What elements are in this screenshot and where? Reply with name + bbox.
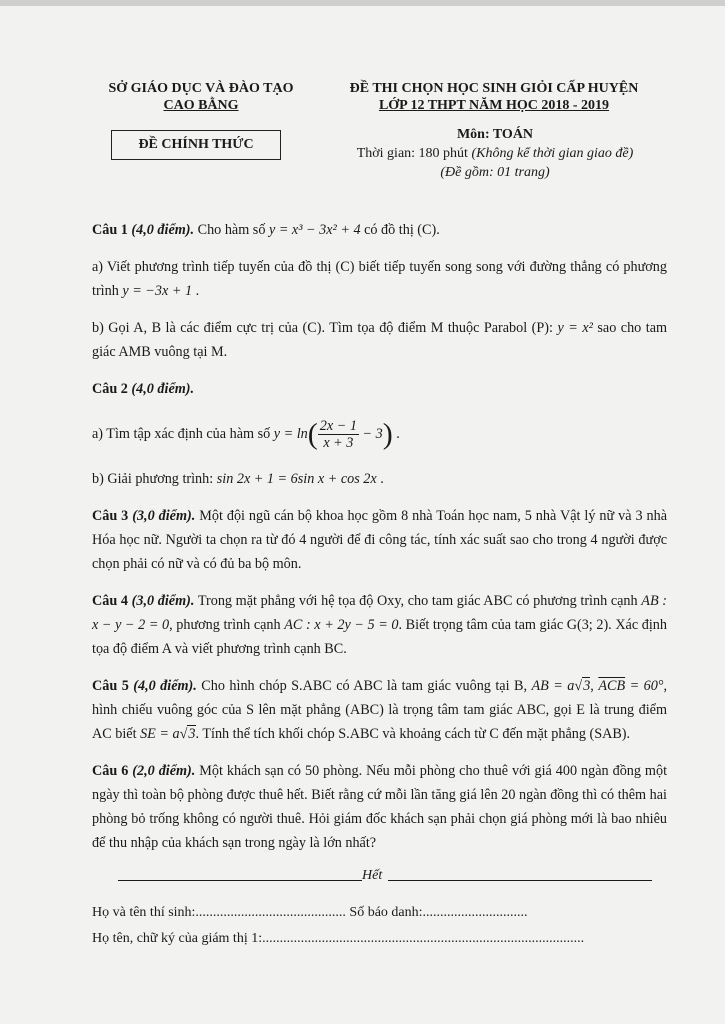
subject-info [330,125,660,182]
q4-text2: , phương trình cạnh [169,617,281,633]
question-4 [92,589,667,661]
exam-grade-year: LỚP 12 THPT NĂM HỌC 2018 - 2019 [378,98,610,113]
q4-text1: Trong mặt phẳng với hệ tọa độ Oxy, cho tam giác ABC có phương trình cạnh [197,593,638,609]
question-2b: b) Giải phương trình: sin 2x + 1 = 6sin x + cos 2x . [92,471,384,487]
q5-ab-root: 3 [583,678,591,694]
exam-questions [92,218,667,868]
q2a-lhs: y = ln [273,426,308,442]
q5-se-lhs: SE = a [140,726,180,742]
exam-title: ĐỀ THI CHỌN HỌC SINH GIỎI CẤP HUYỆN [349,81,639,96]
q5-text3: . Tính thể tích khối chóp S.ABC và khoảng cách từ C đến mặt phẳng (SAB). [195,726,631,742]
time-note: (Không kể thời gian giao đề) [471,146,634,161]
q5-angle-value: = 60° [629,678,664,694]
candidate-info [92,900,667,952]
q2-points: (4,0 điểm). [131,381,195,397]
department-name: SỞ GIÁO DỤC VÀ ĐÀO TẠO [108,81,294,96]
q2a-rest: − 3 [362,426,383,442]
question-1b [92,316,667,364]
end-label: Hết [362,868,383,883]
q2a-denominator: x + 3 [323,435,354,452]
q6-head: Câu 6 [92,763,129,779]
department-header [92,80,310,114]
province-name: CAO BẰNG [163,98,239,113]
subject-label: Môn: TOÁN [456,127,534,142]
q4-ab-equation: AB : x − y − 2 = 0 [92,593,668,633]
q2a-text: a) Tìm tập xác định của hàm số [92,426,271,442]
q4-head: Câu 4 [92,593,128,609]
q3-head: Câu 3 [92,508,129,524]
q1-text: Cho hàm số [197,222,266,238]
question-2a: a) Tìm tập xác định của hàm số y = ln( $\frac{2x - 1}{x + 3}$ − 3) . [92,417,400,452]
q4-text3: . Biết trọng tâm của tam giác G(3; 2). Xác định tọa độ điểm A và viết phương trình cạnh BC. [92,617,667,657]
end-rule-right [388,880,652,881]
page-count: (Đề gồm: 01 trang) [440,165,550,180]
q1a-formula: y = −3x + 1 [122,283,193,299]
q5-se-root: 3 [188,726,196,742]
q4-ac-equation: AC : x + 2y − 5 = 0 [284,617,399,633]
question-6 [92,759,667,855]
q1-head: Câu 1 [92,222,128,238]
q2-head: Câu 2 [92,381,128,397]
q5-points: (4,0 điểm). [133,678,197,694]
q5-text1: Cho hình chóp S.ABC có ABC là tam giác vuông tại B, [201,678,528,694]
question-1a: a) Viết phương trình tiếp tuyến của đồ thị (C) biết tiếp tuyến song song với đường thẳng có phương trình y = −3x + 1 . [92,259,667,299]
q1b-formula: y = x² [557,320,593,336]
q1a-text: a) Viết phương trình tiếp tuyến của đồ thị (C) biết tiếp tuyến song song với đường thẳng có phương trình [92,259,667,299]
question-5: Câu 5 (4,0 điểm). Cho hình chóp S.ABC có ABC là tam giác vuông tại B, AB = a√3, $\overline{ACB} = 60^\circ$, hình chiếu vuông góc của S lên mặt phẳng (ABC) là trọng tâm tam giác ABC, gọi E là trung điểm AC biết SE = a√3. Tính thể tích khối chóp S.ABC và khoảng cách từ C đến mặt phẳng (SAB). [92,678,668,742]
q5-text2: , hình chiếu vuông góc của S lên mặt phẳng (ABC) là trọng tâm tam giác ABC, gọi E là trung điểm AC biết [92,678,668,742]
question-1 [92,218,667,242]
q1-points: (4,0 điểm). [131,222,195,238]
q1b-text: b) Gọi A, B là các điểm cực trị của (C). Tìm tọa độ điểm M thuộc Parabol (P): [92,320,553,336]
candidate-name-line: Họ và tên thí sinh:........................................... Số báo danh:.............................. [92,905,528,920]
q3-text: Một đội ngũ cán bộ khoa học gồm 8 nhà Toán học nam, 5 nhà Vật lý nữ và 3 nhà Hóa học nữ. Người ta chọn ra từ đó 4 người để đi công tác, tính xác suất sao cho trong 4 người được chọn phải có nữ và có đủ ba bộ môn. [92,508,668,572]
question-3 [92,504,667,576]
supervisor-line: Họ tên, chữ ký của giám thị 1:............................................................................................ [92,931,585,946]
q2b-text: b) Giải phương trình: [92,471,214,487]
q2a-fraction [318,418,359,451]
q6-text: Một khách sạn có 50 phòng. Nếu mỗi phòng cho thuê với giá 400 ngàn đồng một ngày thì toàn bộ phòng được thuê hết. Biết rằng cứ mỗi lần tăng giá lên 20 ngàn đồng thì có thêm hai phòng bỏ trống không có người thuê. Hỏi giám đốc khách sạn phải chọn giá phòng mới là bao nhiêu để thu nhập của khách sạn trong ngày là lớn nhất? [92,763,668,851]
q4-points: (3,0 điểm). [131,593,195,609]
official-exam-box: ĐỀ CHÍNH THỨC [111,130,281,160]
q3-points: (3,0 điểm). [132,508,196,524]
q1b-tail: sao cho tam giác AMB vuông tại M. [92,320,668,360]
q2a-numerator: 2x − 1 [319,418,357,435]
question-2 [92,377,667,401]
exam-title-header [326,80,662,114]
q2b-formula: sin 2x + 1 = 6sin x + cos 2x [216,471,377,487]
q6-points: (2,0 điểm). [132,763,196,779]
q5-head: Câu 5 [92,678,129,694]
q5-ab-lhs: AB = a [531,678,575,694]
q5-angle: $\overline{ACB}$ [598,678,626,694]
q1-tail: có đồ thị (C). [364,222,440,238]
time-info [330,144,660,163]
q1-formula: y = x³ − 3x² + 4 [268,222,361,238]
end-rule-left [118,880,362,881]
time-limit: Thời gian: 180 phút [356,146,468,161]
end-marker [118,868,652,886]
